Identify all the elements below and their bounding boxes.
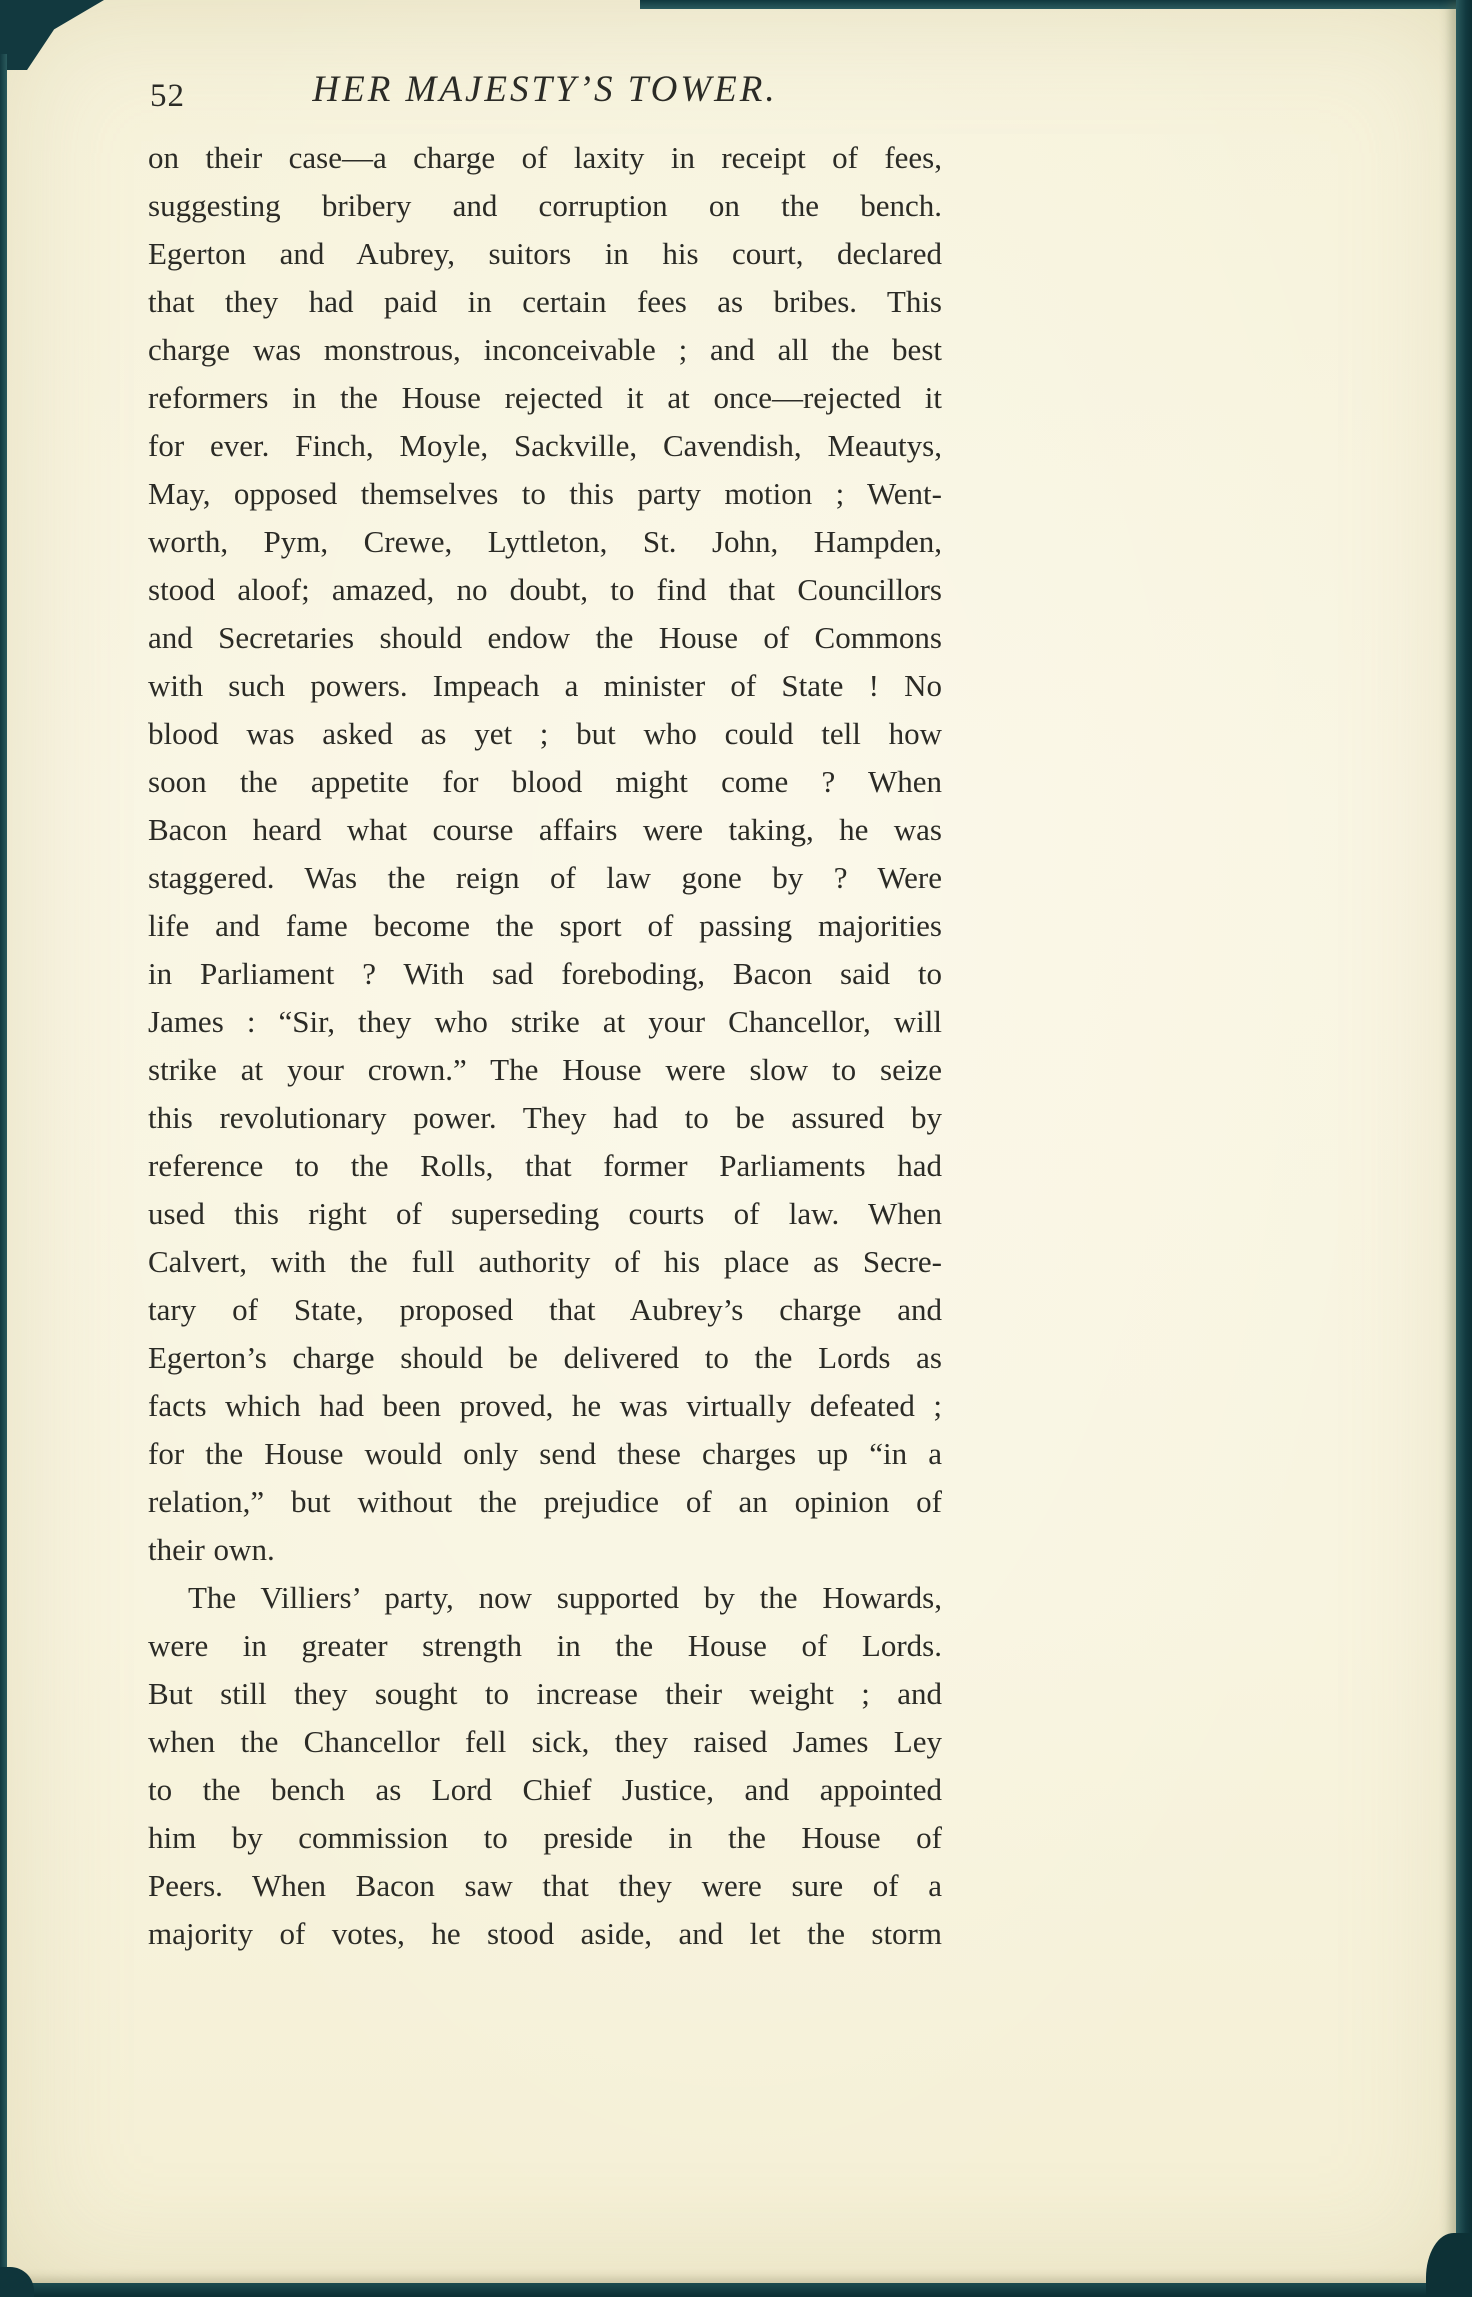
text-line: charge was monstrous, inconceivable ; and all the best: [148, 332, 942, 367]
text-line: But still they sought to increase their weight ; and: [148, 1676, 942, 1711]
text-line: The Villiers’ party, now supported by the Howards,: [188, 1580, 942, 1615]
scan-edge-top: [640, 0, 1472, 9]
text-line: strike at your crown.” The House were slow to seize: [148, 1052, 942, 1087]
text-line: suggesting bribery and corruption on the bench.: [148, 188, 942, 223]
text-line: May, opposed themselves to this party motion ; Went-: [148, 476, 942, 511]
text-line: stood aloof; amazed, no doubt, to find that Councillors: [148, 572, 942, 607]
text-line: with such powers. Impeach a minister of State ! No: [148, 668, 942, 703]
text-line: Bacon heard what course affairs were taking, he was: [148, 812, 942, 847]
text-line: Peers. When Bacon saw that they were sure of a: [148, 1868, 942, 1903]
page-header: [148, 66, 942, 124]
text-line: blood was asked as yet ; but who could tell how: [148, 716, 942, 751]
text-line: Calvert, with the full authority of his place as Secre-: [148, 1244, 942, 1279]
scan-edge-left: [0, 54, 7, 2297]
paragraph: [148, 134, 942, 1574]
text-line: Egerton’s charge should be delivered to the Lords as: [148, 1340, 942, 1375]
paragraph: [148, 1574, 942, 1958]
text-line: and Secretaries should endow the House of Commons: [148, 620, 942, 655]
text-line: relation,” but without the prejudice of an opinion of: [148, 1484, 942, 1519]
text-line: staggered. Was the reign of law gone by ? Were: [148, 860, 942, 895]
text-line: James : “Sir, they who strike at your Chancellor, will: [148, 1004, 942, 1039]
text-line: tary of State, proposed that Aubrey’s charge and: [148, 1292, 942, 1327]
text-line: soon the appetite for blood might come ? When: [148, 764, 942, 799]
text-line: him by commission to preside in the House of: [148, 1820, 942, 1855]
text-line: worth, Pym, Crewe, Lyttleton, St. John, Hampden,: [148, 524, 942, 559]
text-line: reformers in the House rejected it at once—rejected it: [148, 380, 942, 415]
text-line: when the Chancellor fell sick, they raised James Ley: [148, 1724, 942, 1759]
scan-edge-right: [1456, 0, 1472, 2297]
scan-edge-top-left: [0, 0, 104, 70]
text-line: were in greater strength in the House of Lords.: [148, 1628, 942, 1663]
text-line: facts which had been proved, he was virtually defeated ;: [148, 1388, 942, 1423]
page-body: [148, 134, 942, 1958]
text-line: life and fame become the sport of passing majorities: [148, 908, 942, 943]
text-line: on their case—a charge of laxity in receipt of fees,: [148, 140, 942, 175]
text-line: to the bench as Lord Chief Justice, and appointed: [148, 1772, 942, 1807]
text-line: for the House would only send these charges up “in a: [148, 1436, 942, 1471]
scan-edge-bottom-right: [1426, 2233, 1472, 2297]
text-line: Egerton and Aubrey, suitors in his court, declared: [148, 236, 942, 271]
text-line: that they had paid in certain fees as bribes. This: [148, 284, 942, 319]
text-line: for ever. Finch, Moyle, Sackville, Cavendish, Meautys,: [148, 428, 942, 463]
scan-edge-bottom: [0, 2283, 1472, 2297]
text-line: majority of votes, he stood aside, and let the storm: [148, 1916, 942, 1951]
text-line: in Parliament ? With sad foreboding, Bacon said to: [148, 956, 942, 991]
scan-edge-bottom-left: [0, 2267, 34, 2297]
text-line: used this right of superseding courts of law. When: [148, 1196, 942, 1231]
text-line: reference to the Rolls, that former Parliaments had: [148, 1148, 942, 1183]
text-line: their own.: [148, 1532, 275, 1567]
page-number: 52: [150, 78, 185, 114]
text-line: this revolutionary power. They had to be assured by: [148, 1100, 942, 1135]
running-title: HER MAJESTY’S TOWER.: [312, 69, 778, 110]
